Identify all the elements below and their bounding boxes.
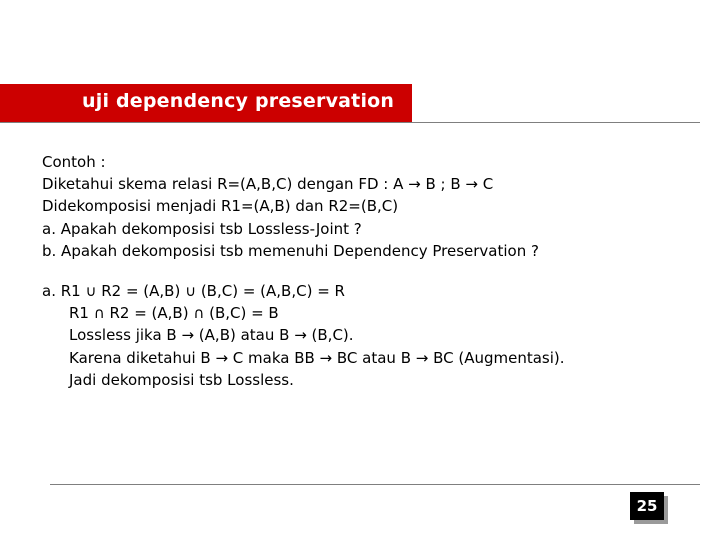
footer-divider xyxy=(50,484,700,485)
page-number: 25 xyxy=(630,492,664,520)
answer-line: Karena diketahui B → C maka BB → BC atau B → BC (Augmentasi). xyxy=(69,348,565,367)
slide-title: uji dependency preservation xyxy=(82,90,395,112)
question-a: a. Apakah dekomposisi tsb Lossless-Joint ? xyxy=(42,219,362,238)
intro-line: Contoh : xyxy=(42,153,106,171)
intro-line: Diketahui skema relasi R=(A,B,C) dengan FD : A → B ; B → C xyxy=(42,175,494,194)
answer-line: a. R1 ∪ R2 = (A,B) ∪ (B,C) = (A,B,C) = R xyxy=(42,281,345,300)
answer-line: R1 ∩ R2 = (A,B) ∩ (B,C) = B xyxy=(69,304,279,323)
slide-content xyxy=(42,151,712,391)
title-divider xyxy=(412,122,700,123)
question-b: b. Apakah dekomposisi tsb memenuhi Dependency Preservation ? xyxy=(42,241,539,260)
answer-line: Lossless jika B → (A,B) atau B → (B,C). xyxy=(69,326,354,345)
answer-line: Jadi dekomposisi tsb Lossless. xyxy=(69,370,294,389)
intro-line: Didekomposisi menjadi R1=(A,B) dan R2=(B,C) xyxy=(42,197,399,216)
title-divider-left xyxy=(0,122,412,123)
